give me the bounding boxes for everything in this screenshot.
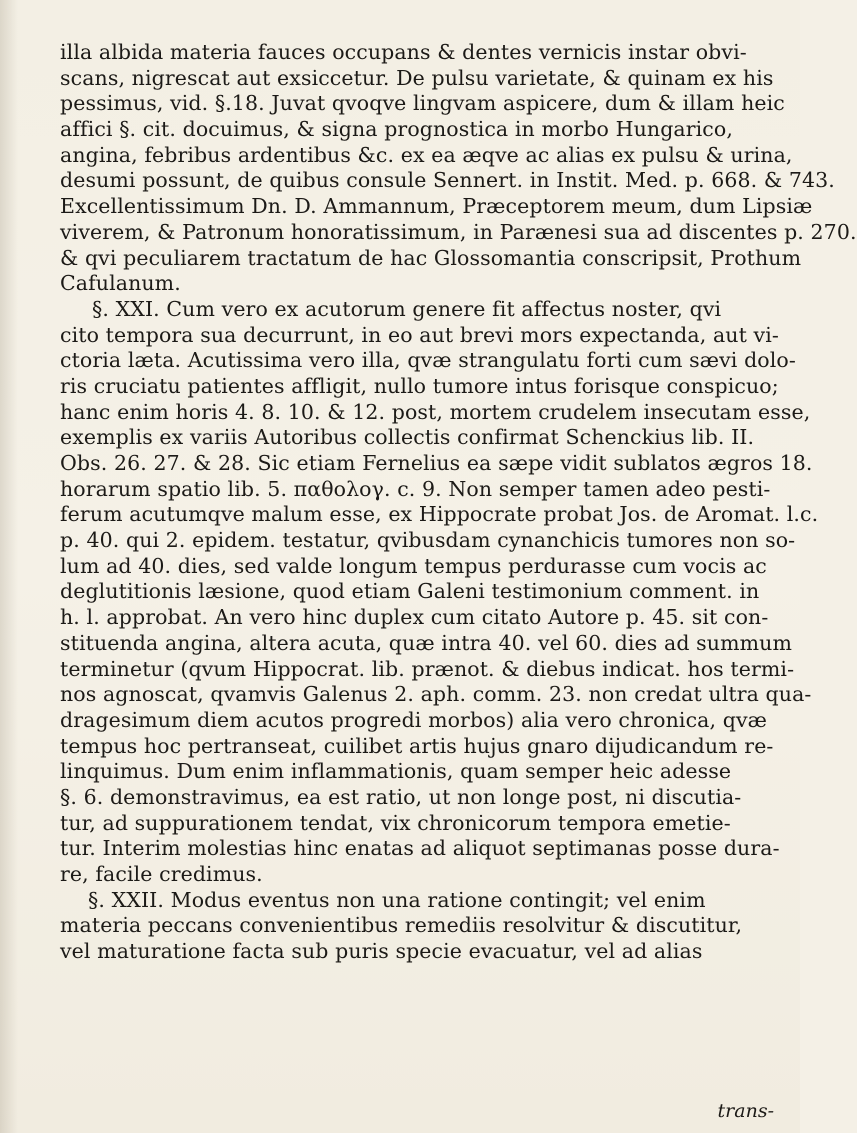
- page-edge-shadow: [0, 0, 18, 1133]
- text-line: h. l. approbat. An vero hinc duplex cum citato Autore p. 45. sit con-: [60, 605, 769, 630]
- text-line: Obs. 26. 27. & 28. Sic etiam Fernelius ea sæpe vidit sublatos ægros 18.: [60, 451, 813, 475]
- text-line: affici §. cit. docuimus, & signa prognostica in morbo Hungarico,: [60, 117, 733, 142]
- text-line: tur. Interim molestias hinc enatas ad aliquot septimanas posse dura-: [60, 836, 780, 861]
- text-line: dragesimum diem acutos progredi morbos) alia vero chronica, qvæ: [60, 707, 767, 732]
- text-line: exemplis ex variis Autoribus collectis confirmat Schenckius lib. II.: [60, 425, 755, 450]
- text-line: §. 6. demonstravimus, ea est ratio, ut non longe post, ni discutia-: [60, 784, 742, 809]
- text-line: horarum spatio lib. 5. παθολογ. c. 9. Non semper tamen adeo pesti-: [60, 476, 771, 501]
- section-heading-line: §. XXII. Modus eventus non una ratione contingit; vel enim: [88, 887, 706, 912]
- text-line: ris cruciatu patientes affligit, nullo tumore intus forisque conspicuo;: [60, 373, 779, 398]
- text-line: re, facile credimus.: [60, 862, 263, 886]
- text-line: deglutitionis læsione, quod etiam Galeni testimonium comment. in: [60, 579, 760, 604]
- text-line: linquimus. Dum enim inflammationis, quam semper heic adesse: [60, 759, 732, 784]
- text-line: desumi possunt, de quibus consule Sennert. in Instit. Med. p. 668. & 743.: [60, 168, 835, 193]
- text-line: illa albida materia fauces occupans & dentes vernicis instar obvi-: [60, 40, 747, 64]
- text-line: tempus hoc pertranseat, cuilibet artis hujus gnaro dijudicandum re-: [60, 733, 774, 758]
- text-line: Cafulanum.: [60, 271, 181, 296]
- text-line: scans, nigrescat aut exsiccetur. De pulsu varietate, & quinam ex his: [60, 65, 774, 90]
- text-line: nos agnoscat, qvamvis Galenus 2. aph. comm. 23. non credat ultra qua-: [60, 682, 812, 707]
- catchword: trans-: [717, 1100, 774, 1122]
- text-line: & qvi peculiarem tractatum de hac Glossomantia conscripsit, Prothum: [60, 245, 802, 270]
- text-line: viverem, & Patronum honoratissimum, in Parænesi sua ad discentes p. 270.: [60, 219, 857, 244]
- text-line: stituenda angina, altera acuta, quæ intra 40. vel 60. dies ad summum: [60, 630, 793, 655]
- text-block: [60, 40, 857, 965]
- text-line: ctoria læta. Acutissima vero illa, qvæ strangulatu forti cum sævi dolo-: [60, 348, 796, 373]
- text-line: terminetur (qvum Hippocrat. lib. prænot. & diebus indicat. hos termi-: [60, 656, 795, 681]
- text-line: vel maturatione facta sub puris specie evacuatur, vel ad alias: [60, 939, 703, 964]
- text-line: angina, febribus ardentibus &c. ex ea æqve ac alias ex pulsu & urina,: [60, 142, 793, 167]
- text-line: cito tempora sua decurrunt, in eo aut brevi mors expectanda, aut vi-: [60, 322, 779, 347]
- text-line: tur, ad suppurationem tendat, vix chronicorum tempora emetie-: [60, 810, 731, 835]
- text-line: lum ad 40. dies, sed valde longum tempus perdurasse cum vocis ac: [60, 553, 767, 578]
- text-line: Excellentissimum Dn. D. Ammannum, Præceptorem meum, dum Lipsiæ: [60, 194, 813, 219]
- text-line: ferum acutumqve malum esse, ex Hippocrate probat Jos. de Aromat. l.c.: [60, 502, 819, 527]
- section-heading-line: §. XXI. Cum vero ex acutorum genere fit affectus noster, qvi: [92, 296, 722, 321]
- text-line: p. 40. qui 2. epidem. testatur, qvibusdam cynanchicis tumores non so-: [60, 528, 796, 553]
- text-line: materia peccans convenientibus remediis resolvitur & discutitur,: [60, 913, 743, 938]
- text-line: hanc enim horis 4. 8. 10. & 12. post, mortem crudelem insecutam esse,: [60, 399, 811, 424]
- text-line: pessimus, vid. §.18. Juvat qvoqve lingvam aspicere, dum & illam heic: [60, 91, 785, 116]
